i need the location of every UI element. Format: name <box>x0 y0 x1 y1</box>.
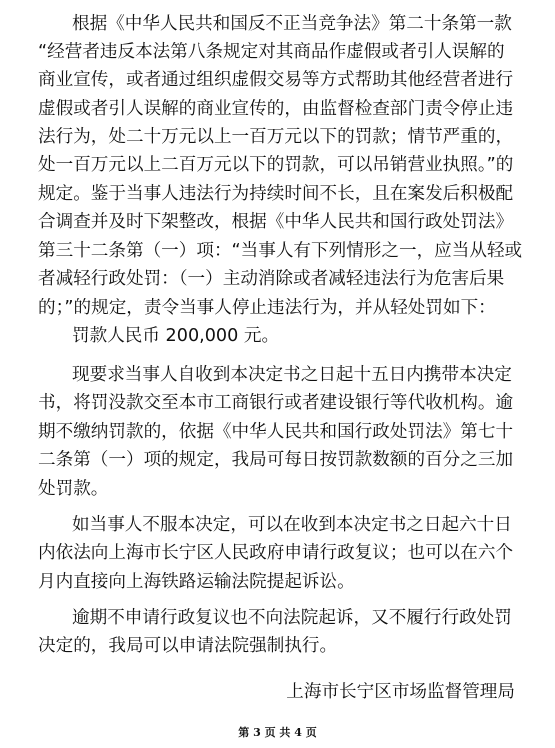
text-line: 处罚款。 <box>38 479 109 499</box>
text-line: 现要求当事人自收到本决定书之日起十五日内携带本决定 <box>72 365 512 385</box>
text-line: 法行为，处二十万元以上一百万元以下的罚款；情节严重的， <box>38 127 514 147</box>
text-line: 规定。鉴于当事人违法行为持续时间不长，且在案发后积极配 <box>38 184 514 204</box>
text-line: 二条第（一）项的规定，我局可每日按罚款数额的百分之三加 <box>38 450 514 470</box>
fine-amount-line: 罚款人民币 200,000 元。 <box>72 326 280 346</box>
text-line: 决定的，我局可以申请法院强制执行。 <box>38 636 338 656</box>
text-line: 的；”的规定，责令当事人停止违法行为，并从轻处罚如下： <box>38 298 496 318</box>
text-line: “经营者违反本法第八条规定对其商品作虚假或者引人误解的 <box>38 42 505 62</box>
text-line: 逾期不申请行政复议也不向法院起诉，又不履行行政处罚 <box>72 608 512 628</box>
text-line: 者减轻行政处罚：（一）主动消除或者减轻违法行为危害后果 <box>38 269 505 289</box>
text-line: 合调查并及时下架整改，根据《中华人民共和国行政处罚法》 <box>38 212 514 232</box>
text-line: 月内直接向上海铁路运输法院提起诉讼。 <box>38 572 355 592</box>
text-line: 如当事人不服本决定，可以在收到本决定书之日起六十日 <box>72 515 512 535</box>
text-line: 根据《中华人民共和国反不正当竞争法》第二十条第一款 <box>72 14 512 34</box>
text-line: 内依法向上海市长宁区人民政府申请行政复议；也可以在六个 <box>38 543 514 563</box>
text-line: 书，将罚没款交至本市工商银行或者建设银行等代收机构。逾 <box>38 393 514 413</box>
text-line: 第三十二条第（一）项：“当事人有下列情形之一，应当从轻或 <box>38 241 523 261</box>
text-line: 期不缴纳罚款的，依据《中华人民共和国行政处罚法》第七十 <box>38 422 514 442</box>
text-line: 处一百万元以上二百万元以下的罚款，可以吊销营业执照。”的 <box>38 155 514 175</box>
text-line: 虚假或者引人误解的商业宣传的，由监督检查部门责令停止违 <box>38 99 514 119</box>
text-line: 商业宣传，或者通过组织虚假交易等方式帮助其他经营者进行 <box>38 70 514 90</box>
page-number-footer: 第 3 页 共 4 页 <box>238 726 317 739</box>
issuing-authority-signature: 上海市长宁区市场监督管理局 <box>286 682 515 702</box>
